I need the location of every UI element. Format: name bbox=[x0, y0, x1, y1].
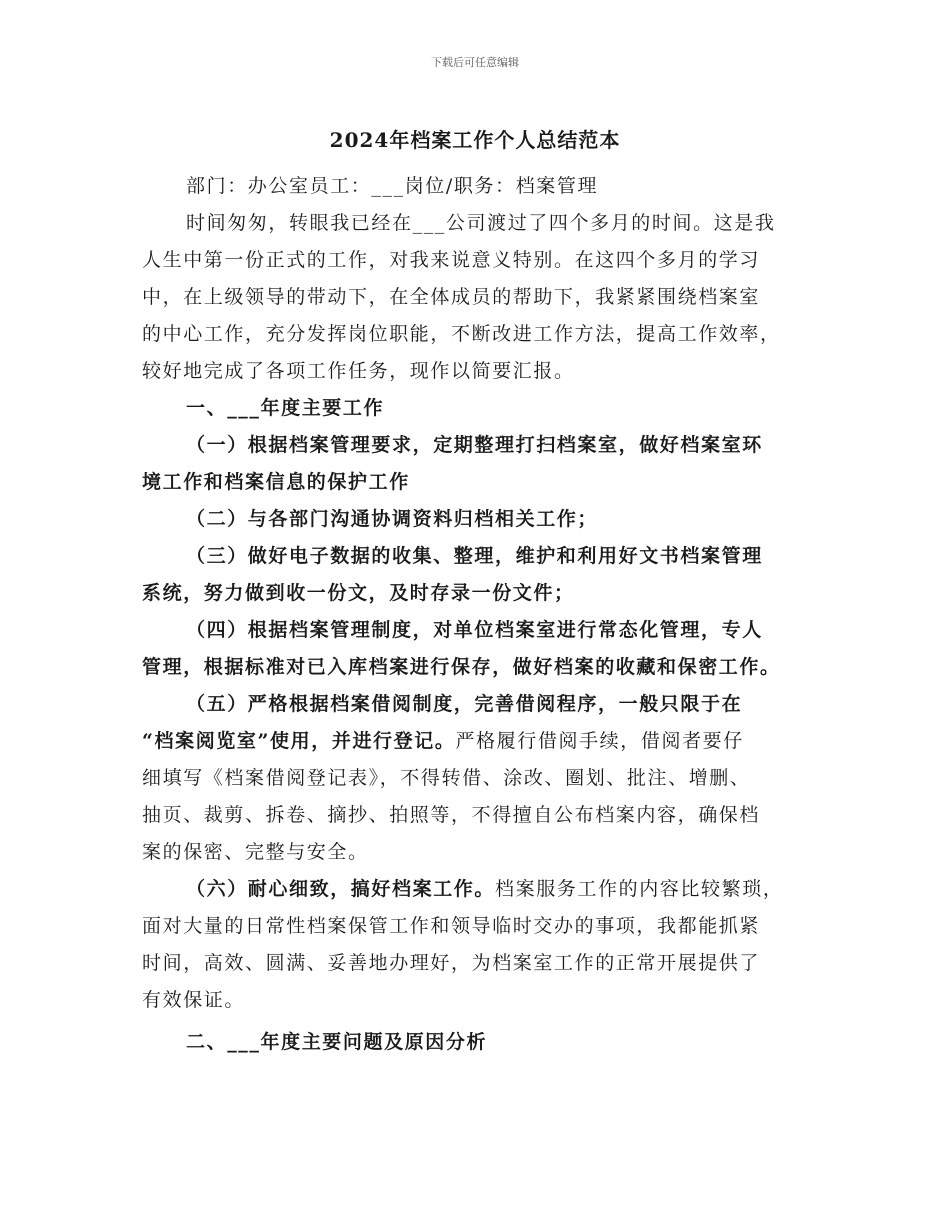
section-heading-2: 二、___年度主要问题及原因分析 bbox=[186, 1031, 488, 1053]
paragraph-line: 中，在上级领导的带动下，在全体成员的帮助下，我紧紧围绕档案室 bbox=[142, 286, 761, 308]
item-heading-text: （六）耐心细致，搞好档案工作。 bbox=[186, 878, 496, 900]
paragraph-text: 档案服务工作的内容比较繁琐， bbox=[495, 878, 784, 900]
item-heading-line: （四）根据档案管理制度，对单位档案室进行常态化管理，专人 bbox=[186, 619, 763, 641]
paragraph-line: 案的保密、完整与安全。 bbox=[142, 841, 369, 863]
document-title: 2024年档案工作个人总结范本 bbox=[329, 128, 621, 152]
mixed-line bbox=[186, 871, 812, 908]
item-heading-line: （一）根据档案管理要求，定期整理打扫档案室，做好档案室环 bbox=[186, 434, 763, 456]
paragraph-line: 有效保证。 bbox=[142, 989, 246, 1011]
item-heading-tail: “档案阅览室”使用，并进行登记。 bbox=[142, 730, 456, 752]
department-line: 部门：办公室员工：___岗位/职务：档案管理 bbox=[186, 175, 599, 197]
paragraph-line: 人生中第一份正式的工作，对我来说意义特别。在这四个多月的学习 bbox=[142, 249, 761, 271]
item-heading-line: （二）与各部门沟通协调资料归档相关工作； bbox=[186, 508, 599, 530]
paragraph-line: 面对大量的日常性档案保管工作和领导临时交办的事项，我都能抓紧 bbox=[142, 915, 761, 937]
section-heading-1: 一、___年度主要工作 bbox=[186, 397, 385, 419]
item-heading-line: 境工作和档案信息的保护工作 bbox=[142, 471, 410, 493]
paragraph-line: 较好地完成了各项工作任务，现作以简要汇报。 bbox=[142, 360, 575, 382]
item-heading-line: 管理，根据标准对已入库档案进行保存，做好档案的收藏和保密工作。 bbox=[142, 656, 781, 678]
paragraph-line: 时间，高效、圆满、妥善地办理好，为档案室工作的正常开展提供了 bbox=[142, 952, 761, 974]
paragraph-line: 的中心工作，充分发挥岗位职能，不断改进工作方法，提高工作效率， bbox=[142, 323, 781, 345]
item-heading-line: （五）严格根据档案借阅制度，完善借阅程序，一般只限于在 bbox=[186, 693, 743, 715]
header-note: 下载后可任意编辑 bbox=[431, 56, 519, 69]
item-heading-line: （三）做好电子数据的收集、整理，维护和利用好文书档案管理 bbox=[186, 545, 763, 567]
mixed-line bbox=[142, 723, 812, 760]
paragraph-line: 时间匆匆，转眼我已经在___公司渡过了四个多月的时间。这是我 bbox=[186, 212, 776, 234]
paragraph-line: 细填写《档案借阅登记表》，不得转借、涂改、圈划、批注、增删、 bbox=[142, 767, 751, 789]
item-heading-line: 系统，努力做到收一份文，及时存录一份文件； bbox=[142, 582, 575, 604]
paragraph-line: 抽页、裁剪、拆卷、摘抄、拍照等，不得擅自公布档案内容，确保档 bbox=[142, 804, 761, 826]
paragraph-text: 严格履行借阅手续，借阅者要仔 bbox=[455, 730, 744, 752]
